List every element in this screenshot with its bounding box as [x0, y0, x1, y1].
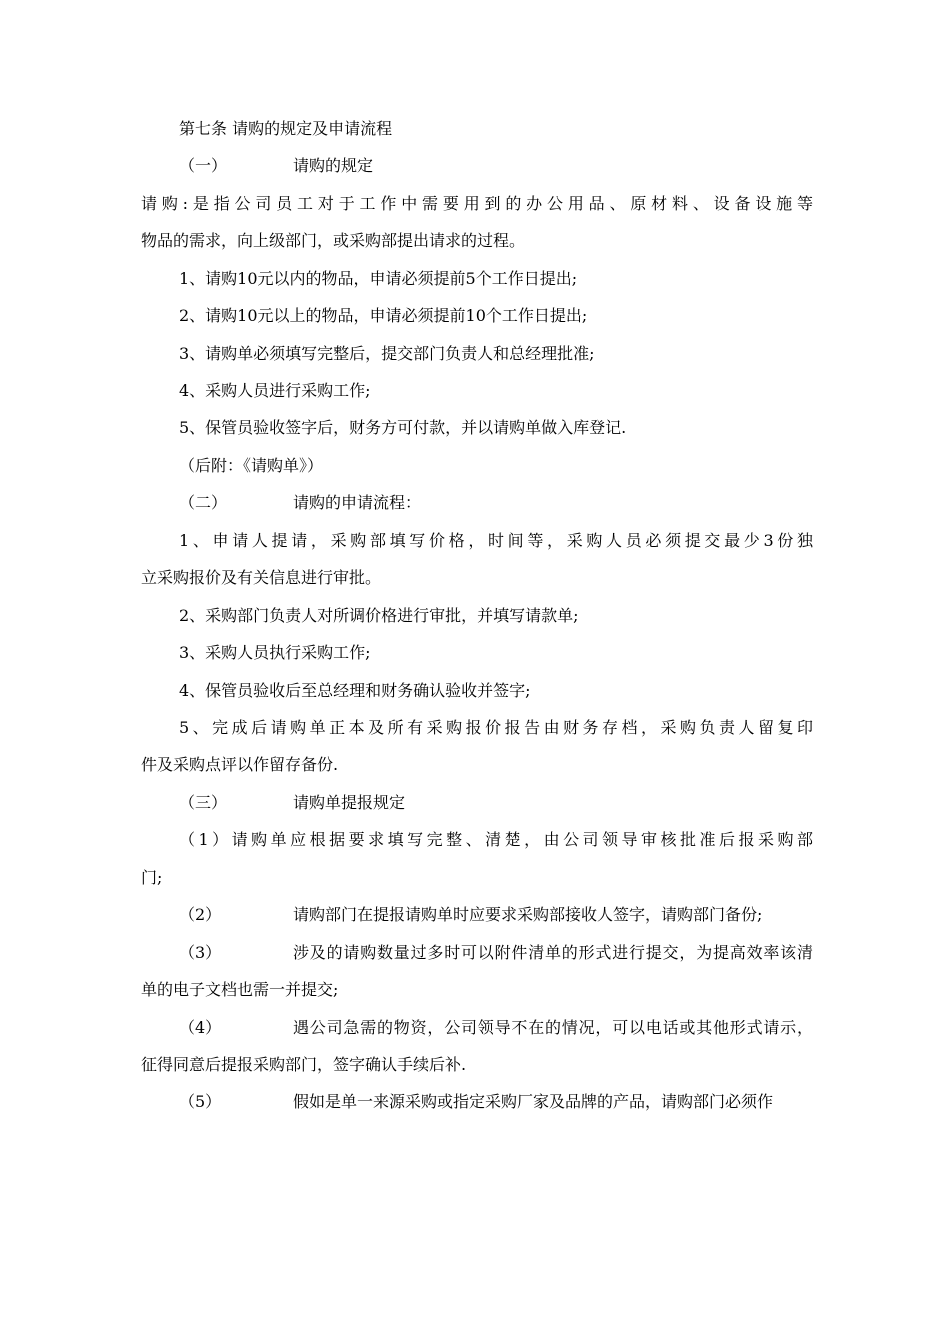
section-1-heading: [179, 155, 813, 177]
section-1-title: 请购的规定: [293, 156, 374, 175]
requirement-2: [179, 904, 813, 926]
rule-5: 5、保管员验收签字后，财务方可付款，并以请购单做入库登记.: [179, 418, 627, 437]
requirement-3-number: （3）: [179, 943, 222, 962]
requirement-4-number: （4）: [179, 1018, 222, 1037]
process-1-line-1: 1、申请人提请，采购部填写价格，时间等，采购人员必须提交最少3份独: [179, 531, 813, 550]
section-1-number: （一）: [179, 156, 228, 175]
requirement-4-text: 遇公司急需的物资，公司领导不在的情况，可以电话或其他形式请示，: [293, 1018, 813, 1037]
rule-4: 4、采购人员进行采购工作;: [179, 381, 371, 400]
process-3: 3、采购人员执行采购工作;: [179, 643, 371, 662]
requirement-5: [179, 1091, 813, 1113]
section-3-number: （三）: [179, 793, 228, 812]
article-heading: 第七条 请购的规定及申请流程: [179, 119, 393, 138]
requirement-4: [179, 1017, 813, 1039]
rule-2: 2、请购10元以上的物品，申请必须提前10个工作日提出;: [179, 306, 588, 325]
section-2-title: 请购的申请流程：: [293, 493, 422, 512]
section-3-title: 请购单提报规定: [293, 793, 406, 812]
requirement-3-text: 涉及的请购数量过多时可以附件清单的形式进行提交，为提高效率该清: [293, 943, 813, 962]
process-4: 4、保管员验收后至总经理和财务确认验收并签字;: [179, 681, 531, 700]
requirement-5-text: 假如是单一来源采购或指定采购厂家及品牌的产品，请购部门必须作: [293, 1092, 774, 1111]
process-2: 2、采购部门负责人对所调价格进行审批，并填写请款单;: [179, 606, 579, 625]
process-1-line-2: 立采购报价及有关信息进行审批。: [141, 568, 382, 587]
rule-1: 1、请购10元以内的物品，申请必须提前5个工作日提出;: [179, 269, 578, 288]
definition-line-2: 物品的需求，向上级部门，或采购部提出请求的过程。: [141, 231, 526, 250]
section-2-heading: [179, 492, 813, 514]
definition-line-1: 请购:是指公司员工对于工作中需要用到的办公用品、原材料、设备设施等: [141, 194, 813, 213]
requirement-4-line-2: 征得同意后提报采购部门，签字确认手续后补.: [141, 1055, 467, 1074]
section-3-heading: [179, 792, 813, 814]
requirement-1-line-2: 门;: [141, 868, 163, 887]
requirement-5-number: （5）: [179, 1092, 222, 1111]
requirement-2-number: （2）: [179, 905, 222, 924]
requirement-2-text: 请购部门在提报请购单时应要求采购部接收人签字，请购部门备份;: [293, 905, 763, 924]
process-5-line-1: 5、完成后请购单正本及所有采购报价报告由财务存档，采购负责人留复印: [179, 718, 813, 737]
requirement-1-line-1: （1）请购单应根据要求填写完整、清楚，由公司领导审核批准后报采购部: [179, 830, 813, 849]
process-5-line-2: 件及采购点评以作留存备份.: [141, 755, 339, 774]
requirement-3-line-2: 单的电子文档也需一并提交;: [141, 980, 339, 999]
attachment-note: （后附：《请购单》）: [179, 456, 324, 475]
section-2-number: （二）: [179, 493, 228, 512]
requirement-3: [179, 942, 813, 964]
rule-3: 3、请购单必须填写完整后，提交部门负责人和总经理批准;: [179, 344, 595, 363]
